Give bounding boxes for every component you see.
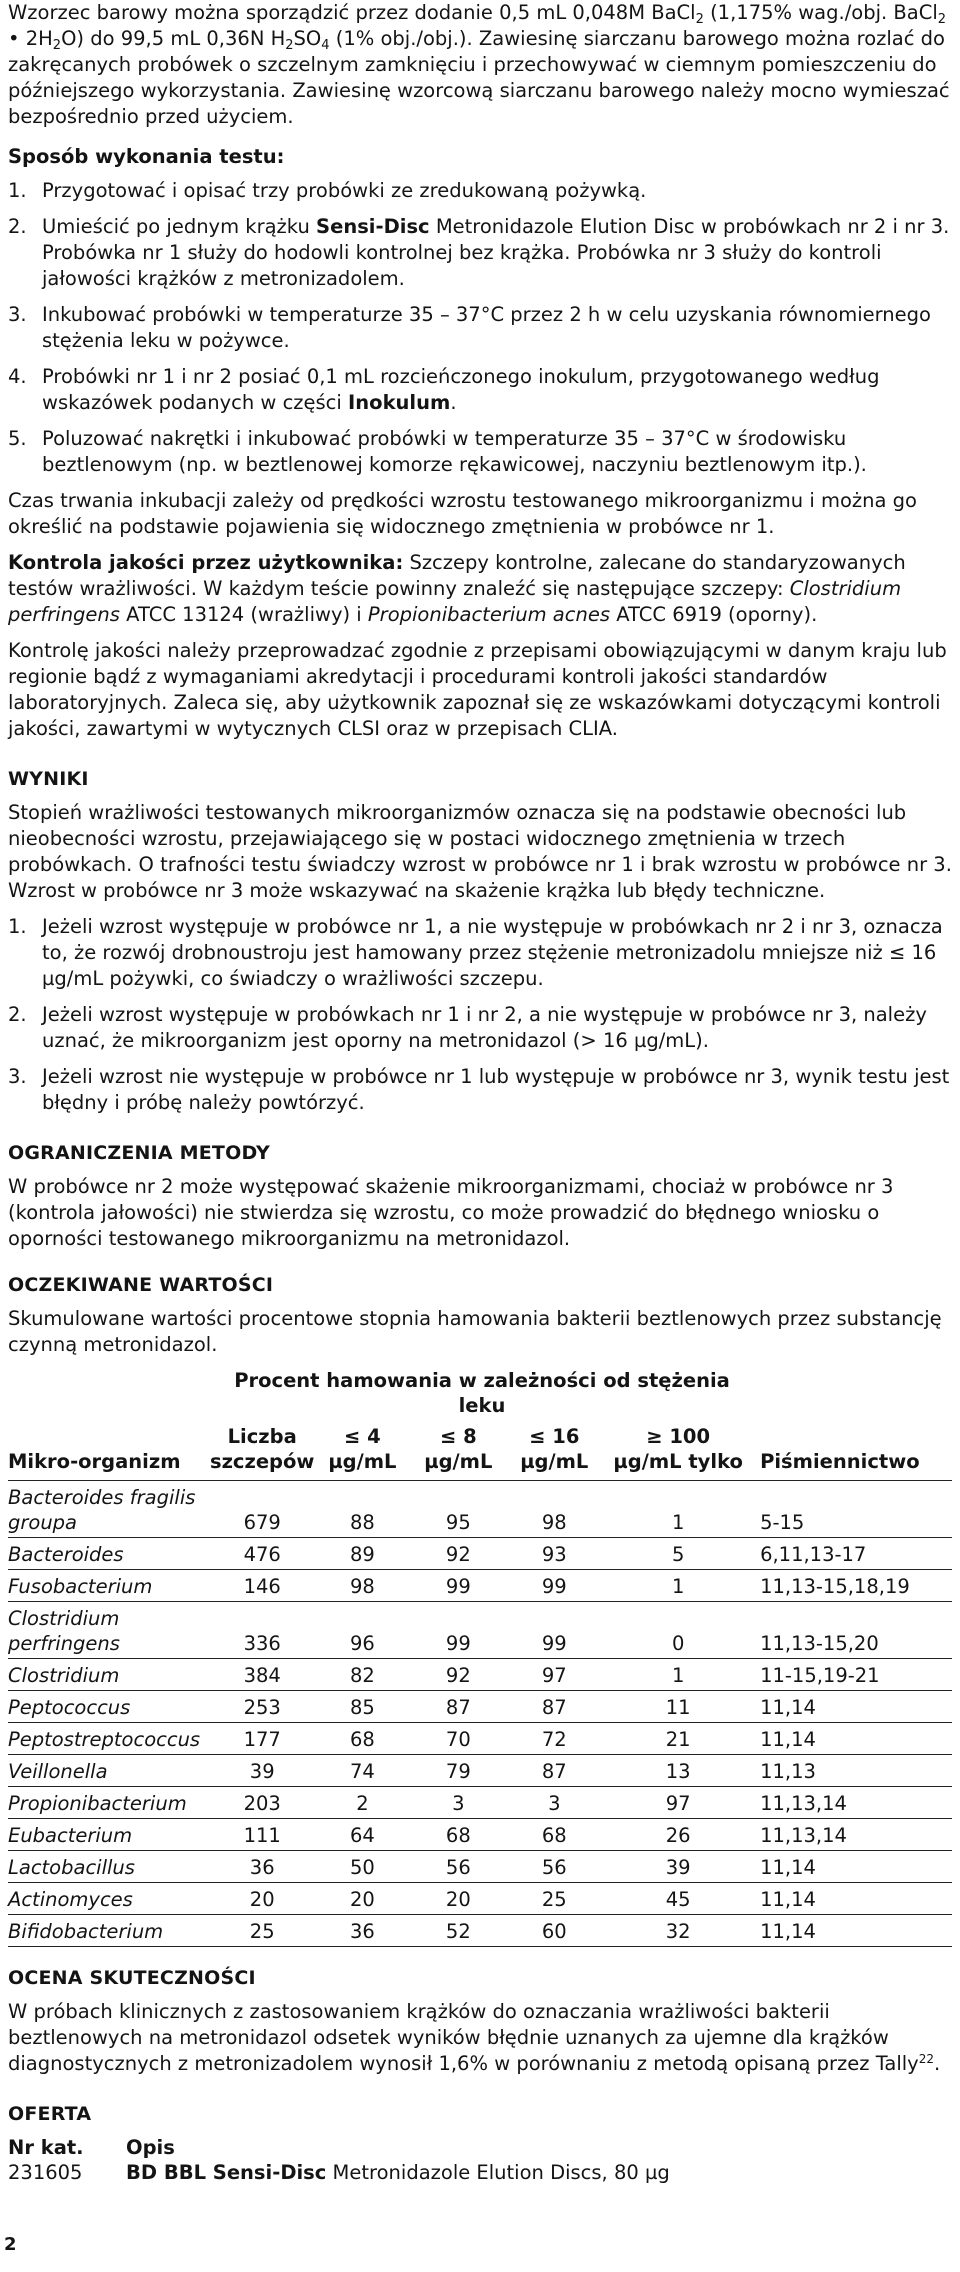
cell-references: 11-15,19-21 (754, 1659, 952, 1691)
cell-8: 99 (410, 1602, 506, 1659)
table-row (8, 1691, 952, 1723)
col-header-8: ≤ 8 µg/mL (410, 1424, 506, 1481)
table-row (8, 1883, 952, 1915)
table-super-header: Procent hamowania w zależności od stężenia leku (234, 1369, 730, 1417)
cell-strains: 253 (210, 1691, 314, 1723)
cell-strains: 476 (210, 1538, 314, 1570)
limitations-text: W probówce nr 2 może występować skażenie mikroorganizmami, chociaż w probówce nr 3 (kontrola jałowości) nie stwierdza się wzrostu, co może prowadzić do błędnego wniosku o oporności testowanego mikroorganizmu na metronidazol. (8, 1175, 894, 1250)
cell-references: 11,13,14 (754, 1819, 952, 1851)
results-list (8, 914, 952, 1116)
cell-organism: Bifidobacterium (8, 1915, 210, 1947)
cell-strains: 39 (210, 1755, 314, 1787)
table-row (8, 1481, 952, 1538)
cell-organism: Peptococcus (8, 1691, 210, 1723)
cell-strains: 336 (210, 1602, 314, 1659)
cell-100: 1 (602, 1481, 754, 1538)
cell-references: 11,14 (754, 1723, 952, 1755)
cell-16: 97 (506, 1659, 602, 1691)
cell-strains: 203 (210, 1787, 314, 1819)
offer-catalog-number: 231605 (8, 2161, 83, 2184)
cell-4: 20 (314, 1883, 410, 1915)
cell-16: 99 (506, 1602, 602, 1659)
cell-100: 97 (602, 1787, 754, 1819)
cell-100: 13 (602, 1755, 754, 1787)
table-row (8, 1819, 952, 1851)
cell-organism: Peptostreptococcus (8, 1723, 210, 1755)
cell-100: 0 (602, 1602, 754, 1659)
cell-organism: Clostridium (8, 1659, 210, 1691)
cell-references: 11,14 (754, 1851, 952, 1883)
cell-organism: Veillonella (8, 1755, 210, 1787)
cell-100: 1 (602, 1570, 754, 1602)
cell-organism: Bacteroides fragilis groupa (8, 1481, 210, 1538)
cell-8: 79 (410, 1755, 506, 1787)
results-heading: WYNIKI (8, 768, 89, 790)
intro-paragraph: Wzorzec barowy można sporządzić przez dodanie 0,5 mL 0,048M BaCl$_2$ (1,175% wag./obj. BaCl$_2$ • $2H_2O$) do 99,5 mL 0,36N $H_2SO_4$ (1% obj./obj.). Zawiesinę siarczanu barowego można rozlać do zakręcanych probówek o szczelnym zamknięciu i przechowywać w ciemnym pomieszczeniu do późniejszego wykorzystania. Zawiesinę wzorcową siarczanu barowego należy mocno wymieszać bezpośrednio przed użyciem. (8, 1, 950, 128)
cell-100: 39 (602, 1851, 754, 1883)
cell-8: 68 (410, 1819, 506, 1851)
cell-16: 93 (506, 1538, 602, 1570)
cell-references: 5-15 (754, 1481, 952, 1538)
cell-100: 11 (602, 1691, 754, 1723)
table-row (8, 1602, 952, 1659)
cell-100: 1 (602, 1659, 754, 1691)
cell-references: 11,14 (754, 1691, 952, 1723)
cell-4: 68 (314, 1723, 410, 1755)
offer-table (8, 2135, 952, 2185)
cell-strains: 20 (210, 1883, 314, 1915)
table-row (8, 1851, 952, 1883)
table-row (8, 1755, 952, 1787)
procedure-heading: Sposób wykonania testu: (8, 145, 285, 168)
offer-description: BD BBL Sensi-Disc Metronidazole Elution Discs, 80 µg (126, 2161, 670, 2184)
limitations-heading: OGRANICZENIA METODY (8, 1142, 270, 1164)
cell-references: 11,13-15,18,19 (754, 1570, 952, 1602)
table-row (8, 1915, 952, 1947)
cell-4: 2 (314, 1787, 410, 1819)
cell-references: 11,14 (754, 1915, 952, 1947)
incubation-paragraph: Czas trwania inkubacji zależy od prędkości wzrostu testowanego mikroorganizmu i można go określić na podstawie pojawienia się widocznego zmętnienia w probówce nr 1. (8, 489, 917, 538)
page-number: 2 (4, 2234, 17, 2255)
procedure-step: 4. Probówki nr 1 i nr 2 posiać 0,1 mL rozcieńczonego inokulum, przygotowanego według wskazówek podanych w części Inokulum. (8, 365, 880, 414)
quality-control-note: Kontrolę jakości należy przeprowadzać zgodnie z przepisami obowiązującymi w danym kraju lub regionie bądź z wymaganiami akredytacji i procedurami kontroli jakości standardów laboratoryjnych. Zaleca się, aby użytkownik zapoznał się ze wskazówkami dotyczącymi kontroli jakości, zawartymi w wytycznych CLSI oraz w przepisach CLIA. (8, 639, 947, 740)
table-row (8, 1787, 952, 1819)
cell-4: 82 (314, 1659, 410, 1691)
cell-100: 5 (602, 1538, 754, 1570)
cell-16: 87 (506, 1755, 602, 1787)
quality-control-paragraph: Kontrola jakości przez użytkownika: Szczepy kontrolne, zalecane do standaryzowanych testów wrażliwości. W każdym teście powinny znaleźć się następujące szczepy: Clostridium perfringens ATCC 13124 (wrażliwy) i Propionibacterium acnes ATCC 6919 (oporny). (8, 551, 906, 626)
cell-16: 99 (506, 1570, 602, 1602)
cell-strains: 25 (210, 1915, 314, 1947)
offer-col-cat: Nr kat. (8, 2136, 84, 2159)
cell-organism: Actinomyces (8, 1883, 210, 1915)
cell-16: 68 (506, 1819, 602, 1851)
cell-strains: 111 (210, 1819, 314, 1851)
cell-100: 32 (602, 1915, 754, 1947)
cell-16: 60 (506, 1915, 602, 1947)
cell-organism: Propionibacterium (8, 1787, 210, 1819)
cell-16: 98 (506, 1481, 602, 1538)
cell-strains: 177 (210, 1723, 314, 1755)
cell-8: 70 (410, 1723, 506, 1755)
cell-4: 74 (314, 1755, 410, 1787)
procedure-step: 5. Poluzować nakrętki i inkubować probówki w temperaturze 35 – 37°C w środowisku beztlenowym (np. w beztlenowej komorze rękawicowej, naczyniu beztlenowym itp.). (8, 427, 867, 476)
cell-organism: Bacteroides (8, 1538, 210, 1570)
result-item: 2. Jeżeli wzrost występuje w probówkach nr 1 i nr 2, a nie występuje w probówce nr 3, należy uznać, że mikroorganizm jest oporny na metronidazol (> 16 µg/mL). (8, 1003, 927, 1052)
cell-references: 11,13,14 (754, 1787, 952, 1819)
cell-16: 56 (506, 1851, 602, 1883)
cell-100: 21 (602, 1723, 754, 1755)
cell-16: 72 (506, 1723, 602, 1755)
table-header-row (8, 1424, 952, 1481)
procedure-step: 3. Inkubować probówki w temperaturze 35 – 37°C przez 2 h w celu uzyskania równomiernego stężenia leku w pożywce. (8, 303, 931, 352)
cell-organism: Fusobacterium (8, 1570, 210, 1602)
performance-text: W próbach klinicznych z zastosowaniem krążków do oznaczania wrażliwości bakterii beztlenowych na metronidazol odsetek wyników błędnie uznanych za ujemne dla krążków diagnostycznych z metronizadolem wynosił 1,6% w porównaniu z metodą opisaną przez Tally$^{22}$. (8, 2000, 941, 2075)
col-header-100: ≥ 100 µg/mL tylko (602, 1424, 754, 1481)
cell-4: 88 (314, 1481, 410, 1538)
cell-8: 52 (410, 1915, 506, 1947)
cell-8: 92 (410, 1659, 506, 1691)
cell-references: 11,14 (754, 1883, 952, 1915)
cell-4: 89 (314, 1538, 410, 1570)
cell-references: 11,13-15,20 (754, 1602, 952, 1659)
inhibition-table (8, 1368, 952, 1947)
cell-4: 64 (314, 1819, 410, 1851)
cell-4: 85 (314, 1691, 410, 1723)
offer-col-desc: Opis (126, 2136, 175, 2159)
table-row (8, 1570, 952, 1602)
cell-references: 6,11,13-17 (754, 1538, 952, 1570)
procedure-step: 1. Przygotować i opisać trzy probówki ze zredukowaną pożywką. (8, 179, 647, 202)
cell-8: 56 (410, 1851, 506, 1883)
result-item: 1. Jeżeli wzrost występuje w probówce nr 1, a nie występuje w probówkach nr 2 i nr 3, oznacza to, że rozwój drobnoustroju jest hamowany przez stężenie metronizadolu mniejsze niż ≤ 16 µg/mL pożywki, co świadczy o wrażliwości szczepu. (8, 915, 943, 990)
offer-heading: OFERTA (8, 2103, 92, 2125)
cell-strains: 384 (210, 1659, 314, 1691)
cell-strains: 146 (210, 1570, 314, 1602)
results-intro: Stopień wrażliwości testowanych mikroorganizmów oznacza się na podstawie obecności lub nieobecności wzrostu, przejawiającego się w postaci widocznego zmętnienia w trzech probówkach. O trafności testu świadczy wzrost w probówce nr 1 i brak wzrostu w probówce nr 3. Wzrost w probówce nr 3 może wskazywać na skażenie krążka lub błędy techniczne. (8, 801, 952, 902)
cell-8: 20 (410, 1883, 506, 1915)
cell-references: 11,13 (754, 1755, 952, 1787)
expected-values-text: Skumulowane wartości procentowe stopnia hamowania bakterii beztlenowych przez substancję czynną metronidazol. (8, 1307, 942, 1356)
table-row (8, 1538, 952, 1570)
cell-100: 26 (602, 1819, 754, 1851)
cell-8: 99 (410, 1570, 506, 1602)
cell-8: 92 (410, 1538, 506, 1570)
cell-16: 3 (506, 1787, 602, 1819)
document-page (8, 0, 952, 2185)
cell-4: 96 (314, 1602, 410, 1659)
col-header-4: ≤ 4 µg/mL (314, 1424, 410, 1481)
col-header-16: ≤ 16 µg/mL (506, 1424, 602, 1481)
cell-8: 87 (410, 1691, 506, 1723)
performance-heading: OCENA SKUTECZNOŚCI (8, 1967, 256, 1989)
procedure-steps (8, 178, 952, 478)
cell-strains: 36 (210, 1851, 314, 1883)
result-item: 3. Jeżeli wzrost nie występuje w probówce nr 1 lub występuje w probówce nr 3, wynik testu jest błędny i próbę należy powtórzyć. (8, 1065, 950, 1114)
cell-4: 98 (314, 1570, 410, 1602)
col-header-strains: Liczba szczepów (210, 1424, 314, 1481)
expected-values-heading: OCZEKIWANE WARTOŚCI (8, 1274, 274, 1296)
table-row (8, 1723, 952, 1755)
cell-4: 36 (314, 1915, 410, 1947)
cell-16: 87 (506, 1691, 602, 1723)
cell-organism: Lactobacillus (8, 1851, 210, 1883)
col-header-references: Piśmiennictwo (754, 1424, 952, 1481)
procedure-step: 2. Umieścić po jednym krążku Sensi-Disc Metronidazole Elution Disc w probówkach nr 2 i nr 3. Probówka nr 1 służy do hodowli kontrolnej bez krążka. Probówka nr 3 służy do kontroli jałowości krążków z metronizadolem. (8, 215, 950, 290)
cell-organism: Clostridium perfringens (8, 1602, 210, 1659)
cell-4: 50 (314, 1851, 410, 1883)
cell-organism: Eubacterium (8, 1819, 210, 1851)
col-header-organism: Mikro-organizm (8, 1424, 210, 1481)
cell-16: 25 (506, 1883, 602, 1915)
cell-strains: 679 (210, 1481, 314, 1538)
table-row (8, 1659, 952, 1691)
cell-100: 45 (602, 1883, 754, 1915)
cell-8: 95 (410, 1481, 506, 1538)
cell-8: 3 (410, 1787, 506, 1819)
